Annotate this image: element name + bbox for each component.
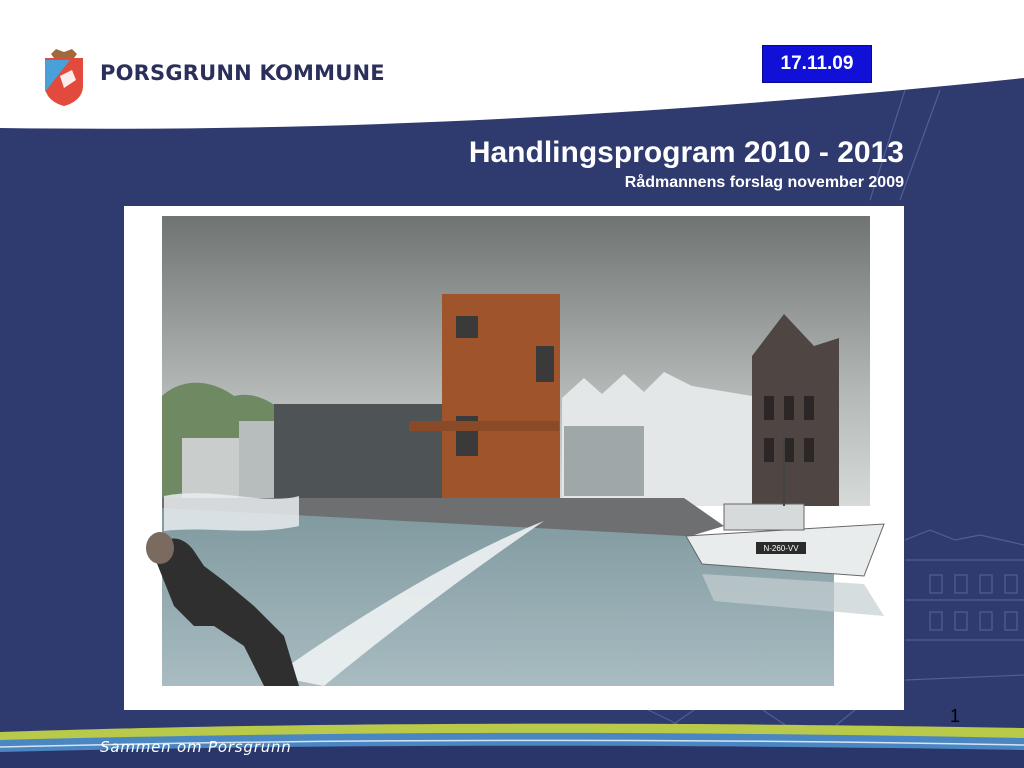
slide-title: Handlingsprogram 2010 - 2013: [468, 136, 904, 169]
page-number: 1: [950, 706, 961, 726]
date-badge: 17.11.09: [762, 45, 872, 83]
footer-slogan: Sammen om Porsgrunn: [100, 738, 292, 756]
org-name: PORSGRUNN KOMMUNE: [100, 61, 385, 85]
architecture-illustration: [124, 206, 904, 710]
porsgrunn-coat-of-arms-icon: [42, 46, 86, 106]
illustration-art: [124, 206, 904, 710]
boat-registration: N-260-VV: [763, 544, 799, 553]
slide-subtitle: Rådmannens forslag november 2009: [624, 174, 904, 191]
org-logo: [42, 46, 385, 106]
